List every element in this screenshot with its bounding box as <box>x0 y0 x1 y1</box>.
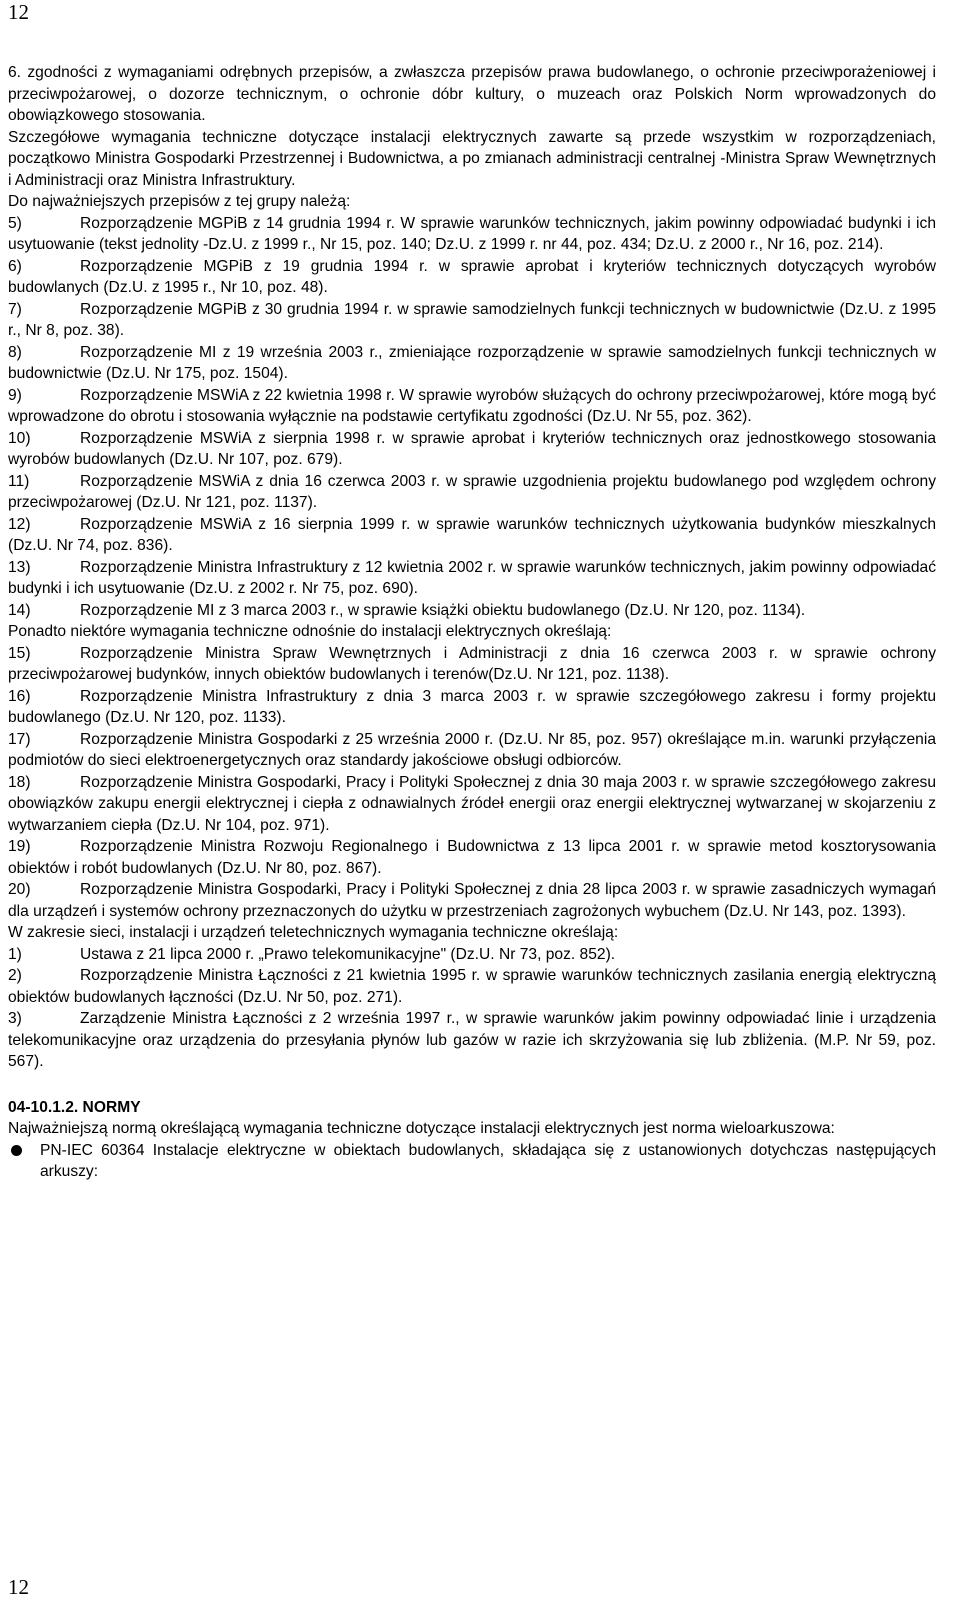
list-item: 15) Rozporządzenie Ministra Spraw Wewnętrznych i Administracji z dnia 16 czerwca 2003 r. w sprawie ochrony przeciwpożarowej budynków, innych obiektów budowlanych i terenów(Dz.U. Nr 121, poz. 1138). <box>8 644 936 683</box>
list-item: 20) Rozporządzenie Ministra Gospodarki, Pracy i Polityki Społecznej z dnia 28 lipca 2003 r. w sprawie zasadniczych wymagań dla urządzeń i systemów ochrony przeznaczonych do użytku w przestrzeniach zagrożonych wybuchem (Dz.U. Nr 143, poz. 1393). <box>8 881 936 920</box>
list-item: 9) Rozporządzenie MSWiA z 22 kwietnia 1998 r. W sprawie wyrobów służących do ochrony przeciwpożarowej, które mogą być wprowadzone do obrotu i stosowania wyłącznie na podstawie certyfikatu zgodności (Dz.U. Nr 55, poz. 362). <box>8 386 936 425</box>
paragraph-detailed-requirements: Szczegółowe wymagania techniczne dotyczące instalacji elektrycznych zawarte są przede wszystkim w rozporządzeniach, początkowo Ministra Gospodarki Przestrzennej i Budownictwa, a po zmianach administracji centralnej -Ministra Spraw Wewnętrznych i Administracji oraz Ministra Infrastruktury. <box>8 128 936 189</box>
paragraph-norms-intro: Najważniejszą normą określającą wymagania techniczne dotyczące instalacji elektrycznych jest norma wieloarkuszowa: <box>8 1120 835 1137</box>
bullet-icon <box>11 1145 22 1156</box>
page-number-bottom: 12 <box>8 1575 29 1599</box>
list-item: 6) Rozporządzenie MGPiB z 19 grudnia 1994 r. w sprawie aprobat i kryteriów technicznych dotyczących wyrobów budowlanych (Dz.U. z 1995 r., Nr 10, poz. 48). <box>8 257 936 296</box>
document-body <box>8 62 936 1183</box>
list-item: 13) Rozporządzenie Ministra Infrastruktury z 12 kwietnia 2002 r. w sprawie warunków technicznych, jakim powinny odpowiadać budynki i ich usytuowanie (Dz.U. z 2002 r. Nr 75, poz. 690). <box>8 558 936 597</box>
regulations-list-c <box>8 944 936 1073</box>
paragraph-compliance: 6. zgodności z wymaganiami odrębnych przepisów, a zwłaszcza przepisów prawa budowlanego, o ochronie przeciwporażeniowej i przeciwpożarowej, o dozorze technicznym, o ochronie dóbr kultury, o muzeach oraz Polskich Norm wprowadzonych do obowiązkowego stosowania. <box>8 64 936 124</box>
regulations-list-b <box>8 643 936 923</box>
list-item: 1) Ustawa z 21 lipca 2000 r. „Prawo telekomunikacyjne" (Dz.U. Nr 73, poz. 852). <box>8 945 616 963</box>
list-item: 19) Rozporządzenie Ministra Rozwoju Regionalnego i Budownictwa z 13 lipca 2001 r. w sprawie metod kosztorysowania obiektów i robót budowlanych (Dz.U. Nr 80, poz. 867). <box>8 838 936 877</box>
list-item: 18) Rozporządzenie Ministra Gospodarki, Pracy i Polityki Społecznej z dnia 30 maja 2003 r. w sprawie szczegółowego zakresu obowiązków zakupu energii elektrycznej i ciepła z odnawialnych źródeł energii oraz energii elektrycznej wytwarzanej w skojarzeniu z wytwarzaniem ciepła (Dz.U. Nr 104, poz. 971). <box>8 773 936 834</box>
list-item: 12) Rozporządzenie MSWiA z 16 sierpnia 1999 r. w sprawie warunków technicznych użytkowania budynków mieszkalnych (Dz.U. Nr 74, poz. 836). <box>8 515 936 554</box>
list-item: 10) Rozporządzenie MSWiA z sierpnia 1998 r. w sprawie aprobat i kryteriów technicznych oraz jednostkowego stosowania wyrobów budowlanych (Dz.U. Nr 107, poz. 679). <box>8 429 936 468</box>
bullet-item <box>8 1140 936 1183</box>
regulations-list-a <box>8 213 936 622</box>
list-item: 7) Rozporządzenie MGPiB z 30 grudnia 1994 r. w sprawie samodzielnych funkcji technicznych w budownictwie (Dz.U. z 1995 r., Nr 8, poz. 38). <box>8 300 936 339</box>
list-item: 11) Rozporządzenie MSWiA z dnia 16 czerwca 2003 r. w sprawie uzgodnienia projektu budowlanego pod względem ochrony przeciwpożarowej (Dz.U. Nr 121, poz. 1137). <box>8 472 936 511</box>
list-item: 3) Zarządzenie Ministra Łączności z 2 września 1997 r., w sprawie warunków jakim powinny odpowiadać linie i urządzenia telekomunikacyjne oraz urządzenia do przesyłania płynów lub gazów w razie ich skrzyżowania się lub zbliżenia. (M.P. Nr 59, poz. 567). <box>8 1010 936 1070</box>
section-gap <box>8 1073 936 1097</box>
list-item: 16) Rozporządzenie Ministra Infrastruktury z dnia 3 marca 2003 r. w sprawie szczegółowego zakresu i formy projektu budowlanego (Dz.U. Nr 120, poz. 1133). <box>8 687 936 726</box>
bullet-text: PN-IEC 60364 Instalacje elektryczne w obiektach budowlanych, składająca się z ustanowionych dotychczas następujących arkuszy: <box>40 1141 936 1180</box>
list-item: 5) Rozporządzenie MGPiB z 14 grudnia 1994 r. W sprawie warunków technicznych, jakim powinny odpowiadać budynki i ich usytuowanie (tekst jednolity -Dz.U. z 1999 r., Nr 15, poz. 140; Dz.U. z 1999 r. nr 44, poz. 434; Dz.U. z 2000 r., Nr 16, poz. 214). <box>8 214 936 253</box>
paragraph-telecom-intro: W zakresie sieci, instalacji i urządzeń teletechnicznych wymagania techniczne określają: <box>8 924 619 941</box>
section-heading: 04-10.1.2. NORMY <box>8 1098 141 1116</box>
list-item: 8) Rozporządzenie MI z 19 września 2003 r., zmieniające rozporządzenie w sprawie samodzielnych funkcji technicznych w budownictwie (Dz.U. Nr 175, poz. 1504). <box>8 343 936 382</box>
page-number-top: 12 <box>8 0 29 24</box>
paragraph-list-intro: Do najważniejszych przepisów z tej grupy należą: <box>8 193 351 210</box>
list-item: 14) Rozporządzenie MI z 3 marca 2003 r., w sprawie książki obiektu budowlanego (Dz.U. Nr 120, poz. 1134). <box>8 601 806 619</box>
list-item: 2) Rozporządzenie Ministra Łączności z 21 kwietnia 1995 r. w sprawie warunków technicznych zasilania energią elektryczną obiektów budowlanych łączności (Dz.U. Nr 50, poz. 271). <box>8 967 936 1006</box>
list-item: 17) Rozporządzenie Ministra Gospodarki z 25 września 2000 r. (Dz.U. Nr 85, poz. 957) określające m.in. warunki przyłączenia podmiotów do sieci elektroenergetycznych oraz standardy jakościowe obsługi odbiorców. <box>8 730 936 769</box>
paragraph-additional-intro: Ponadto niektóre wymagania techniczne odnośnie do instalacji elektrycznych określają: <box>8 623 612 640</box>
